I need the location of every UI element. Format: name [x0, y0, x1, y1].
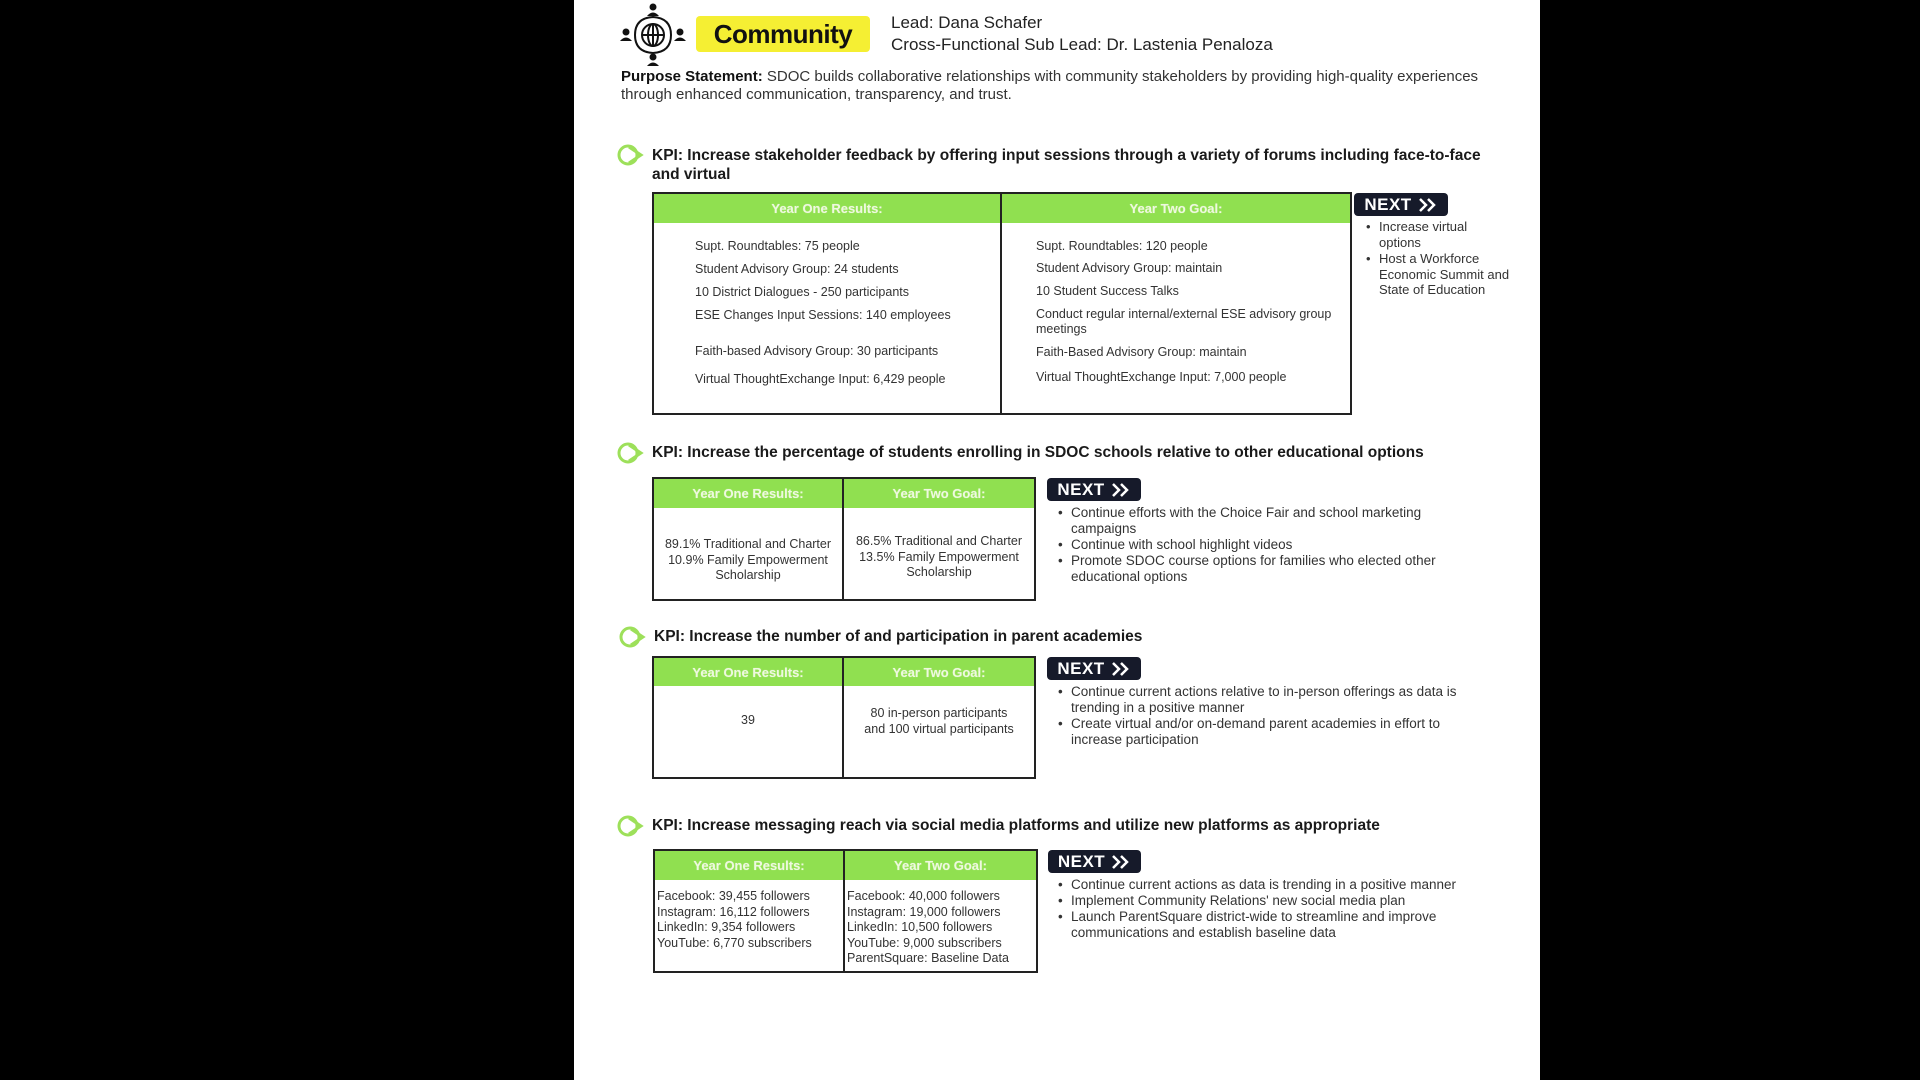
- double-chevron-icon: [1111, 661, 1131, 677]
- year-one-header: Year One Results:: [655, 851, 843, 880]
- year-one-item: Facebook: 39,455 followers: [657, 889, 810, 903]
- year-one-item: ESE Changes Input Sessions: 140 employees: [695, 308, 951, 322]
- year-one-item: Faith-based Advisory Group: 30 participants: [695, 344, 939, 358]
- next-bullet: • Continue current actions as data is trending in a positive manner: [1058, 877, 1468, 893]
- kpi-1-next-list: [1366, 219, 1511, 298]
- kpi-arrow-icon: [617, 813, 645, 839]
- year-two-header: Year Two Goal:: [1002, 194, 1350, 223]
- next-bullet: • Increase virtual options: [1366, 219, 1511, 250]
- column-divider: [842, 658, 844, 777]
- next-badge: [1354, 193, 1448, 216]
- purpose-text: SDOC builds collaborative relationships with community stakeholders by providing high-quality experiences through enhanced communication, transparency, and trust.: [621, 68, 1479, 103]
- lead-block: [891, 12, 1273, 56]
- year-one-value: 39: [741, 713, 755, 727]
- next-label: NEXT: [1057, 658, 1105, 678]
- year-two-header: Year Two Goal:: [845, 851, 1036, 880]
- document-page: [574, 0, 1540, 1080]
- year-one-header: Year One Results:: [654, 479, 842, 508]
- year-two-value: 86.5% Traditional and Charter 13.5% Family Empowerment Scholarship: [855, 534, 1023, 579]
- kpi-3-next-list: [1058, 684, 1468, 748]
- kpi-2-table: [652, 477, 1036, 601]
- kpi-1-title: KPI: Increase stakeholder feedback by offering input sessions through a variety of forums including face-to-face and virtual: [652, 147, 1481, 183]
- year-one-value: 89.1% Traditional and Charter 10.9% Family Empowerment Scholarship: [664, 537, 832, 582]
- next-bullet: • Host a Workforce Economic Summit and State of Education: [1366, 251, 1511, 298]
- year-two-list: [847, 889, 1035, 967]
- year-two-item: ParentSquare: Baseline Data: [847, 951, 1009, 965]
- double-chevron-icon: [1111, 482, 1131, 498]
- year-two-item: Conduct regular internal/external ESE advisory group meetings: [1036, 307, 1332, 336]
- kpi-4-next-list: [1058, 877, 1468, 941]
- double-chevron-icon: [1111, 854, 1131, 870]
- kpi-arrow-icon: [619, 624, 647, 650]
- next-bullet: • Launch ParentSquare district-wide to streamline and improve communications and establish baseline data: [1058, 909, 1468, 941]
- next-label: NEXT: [1364, 194, 1412, 214]
- kpi-arrow-icon: [617, 142, 645, 168]
- sub-lead-name: Cross-Functional Sub Lead: Dr. Lastenia Penaloza: [891, 35, 1273, 54]
- kpi-2-next-list: [1058, 505, 1468, 585]
- kpi-4-table: [653, 849, 1038, 973]
- kpi-2-title: KPI: Increase the percentage of students enrolling in SDOC schools relative to other educational options: [652, 444, 1424, 461]
- year-two-item: Facebook: 40,000 followers: [847, 889, 1000, 903]
- next-bullet: • Promote SDOC course options for families who elected other educational options: [1058, 553, 1468, 585]
- year-two-item: Virtual ThoughtExchange Input: 7,000 people: [1036, 370, 1287, 384]
- year-one-item: Virtual ThoughtExchange Input: 6,429 people: [695, 372, 946, 386]
- year-one-item: Supt. Roundtables: 75 people: [695, 239, 860, 253]
- kpi-1-table: [652, 192, 1352, 415]
- column-divider: [1000, 194, 1002, 413]
- next-label: NEXT: [1057, 851, 1106, 871]
- next-bullet: • Create virtual and/or on-demand parent academies in effort to increase participation: [1058, 716, 1468, 748]
- year-one-list: [657, 889, 841, 951]
- kpi-arrow-icon: [617, 440, 645, 466]
- column-divider: [842, 479, 844, 599]
- column-divider: [843, 851, 845, 971]
- year-two-item: Faith-Based Advisory Group: maintain: [1036, 345, 1247, 359]
- next-label: NEXT: [1057, 479, 1105, 499]
- section-title: Community: [696, 16, 870, 52]
- year-two-value: 80 in-person participants and 100 virtual participants: [864, 706, 1014, 736]
- purpose-statement: [621, 68, 1501, 104]
- year-two-item: YouTube: 9,000 subscribers: [847, 935, 1002, 950]
- next-bullet: • Implement Community Relations' new social media plan: [1058, 893, 1468, 909]
- next-bullet: • Continue efforts with the Choice Fair and school marketing campaigns: [1058, 505, 1468, 537]
- kpi-4-title: KPI: Increase messaging reach via social media platforms and utilize new platforms as appropriate: [652, 817, 1380, 834]
- year-two-item: Instagram: 19,000 followers: [847, 904, 1001, 919]
- year-two-item: Student Advisory Group: maintain: [1036, 261, 1223, 275]
- next-badge: [1048, 850, 1141, 873]
- year-one-header: Year One Results:: [654, 194, 1000, 223]
- next-badge: [1047, 657, 1141, 680]
- year-two-item: LinkedIn: 10,500 followers: [847, 920, 993, 934]
- lead-name: Lead: Dana Schafer: [891, 13, 1043, 32]
- next-badge: [1047, 478, 1141, 501]
- double-chevron-icon: [1418, 197, 1438, 213]
- kpi-3-table: [652, 656, 1036, 779]
- year-one-item: Instagram: 16,112 followers: [657, 904, 810, 919]
- year-one-item: YouTube: 6,770 subscribers: [657, 935, 812, 950]
- year-two-item: Supt. Roundtables: 120 people: [1036, 239, 1208, 253]
- year-two-header: Year Two Goal:: [844, 658, 1034, 686]
- year-one-header: Year One Results:: [654, 658, 842, 686]
- community-network-icon: [619, 2, 687, 68]
- year-one-item: LinkedIn: 9,354 followers: [657, 920, 796, 934]
- kpi-3-title: KPI: Increase the number of and participation in parent academies: [654, 628, 1143, 645]
- year-two-item: 10 Student Success Talks: [1036, 284, 1179, 298]
- year-two-header: Year Two Goal:: [844, 479, 1034, 508]
- next-bullet: • Continue current actions relative to in-person offerings as data is trending in a positive manner: [1058, 684, 1468, 716]
- purpose-label: Purpose Statement:: [621, 68, 763, 85]
- next-bullet: • Continue with school highlight videos: [1058, 537, 1468, 553]
- year-one-item: Student Advisory Group: 24 students: [695, 262, 899, 276]
- year-one-item: 10 District Dialogues - 250 participants: [695, 285, 909, 299]
